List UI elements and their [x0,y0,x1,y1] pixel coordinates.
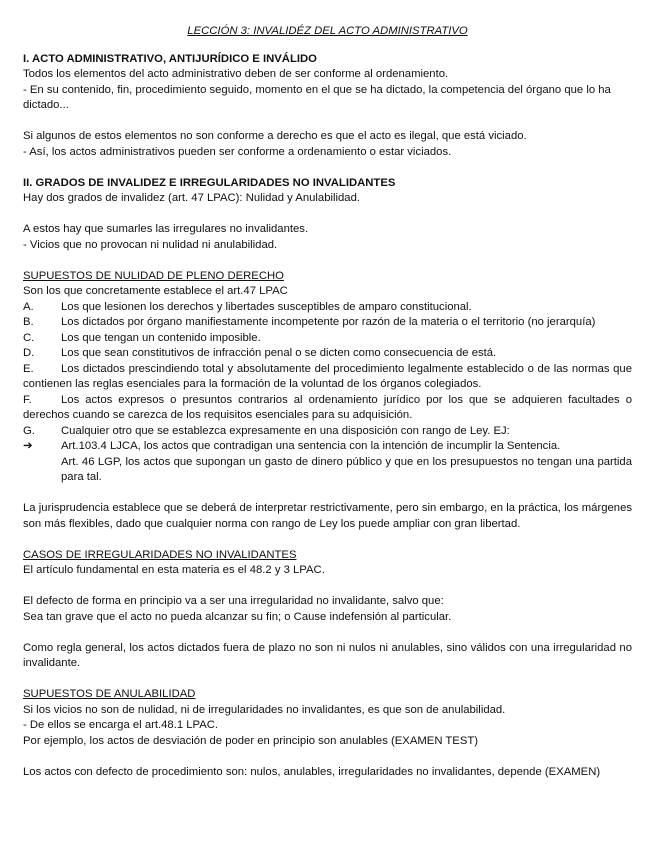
document-page [23,24,632,780]
irregularidades-paragraph: El artículo fundamental en esta materia es el 48.2 y 3 LPAC. [23,564,325,576]
anulabilidad-heading: SUPUESTOS DE ANULABILIDAD [23,688,196,700]
nulidad-intro: Son los que concretamente establece el art.47 LPAC [23,285,288,297]
jurisprudencia-paragraph: La jurisprudencia establece que se deberá de interpretar restrictivamente, pero sin embargo, en la práctica, los márgenes son más flexibles, dado que cualquier norma con rango de Ley los puede ampliar con gran libertad. [23,502,632,530]
anulabilidad-paragraph: Los actos con defecto de procedimiento son: nulos, anulables, irregularidades no invalidantes, depende (EXAMEN) [23,765,601,778]
list-item: E. Los dictados prescindiendo total y absolutamente del procedimiento legalmente establecido o de las normas que contienen las reglas esenciales para la formación de la voluntad de los órganos colegiados. [23,362,632,390]
section-2-paragraph: Hay dos grados de invalidez (art. 47 LPAC): Nulidad y Anulabilidad. [23,192,361,204]
irregularidades-heading: CASOS DE IRREGULARIDADES NO INVALIDANTES [23,548,297,561]
list-item: B. Los dictados por órgano manifiestamente incompetente por razón de la materia o el territorio (no jerarquía) [23,316,596,328]
example-item: Art. 46 LGP, los actos que supongan un gasto de dinero público y que en los presupuestos no tengan una partida para tal. [61,455,632,483]
anulabilidad-paragraph: - De ellos se encarga el art.48.1 LPAC. [23,719,219,731]
nulidad-heading: SUPUESTOS DE NULIDAD DE PLENO DERECHO [23,269,284,282]
arrow-icon: ➔ [23,440,33,452]
section-1-paragraph: Si algunos de estos elementos no son conforme a derecho es que el acto es ilegal, que está viciado. [23,130,527,142]
list-item: G. Cualquier otro que se establezca expresamente en una disposición con rango de Ley. EJ: [23,424,510,437]
document-title: LECCIÓN 3: INVALIDÉZ DEL ACTO ADMINISTRATIVO [187,25,468,37]
anulabilidad-paragraph: Si los vicios no son de nulidad, ni de irregularidades no invalidantes, es que son de anulabilidad. [23,703,506,716]
section-1-paragraph: Todos los elementos del acto administrativo deben de ser conforme al ordenamiento. [23,68,449,80]
irregularidades-paragraph: Sea tan grave que el acto no pueda alcanzar su fin; o Cause indefensión al particular. [23,610,452,623]
anulabilidad-paragraph: Por ejemplo, los actos de desviación de poder en principio son anulables (EXAMEN TEST) [23,734,479,747]
section-2-paragraph: A estos hay que sumarles las irregulares no invalidantes. [23,223,309,235]
section-1-heading: I. ACTO ADMINISTRATIVO, ANTIJURÍDICO E INVÁLIDO [23,52,317,65]
list-item: F. Los actos expresos o presuntos contrarios al ordenamiento jurídico por los que se adquieren facultades o derechos cuando se carezca de los requisitos esenciales para su adquisición. [23,393,632,421]
list-item: D. Los que sean constitutivos de infracción penal o se dicten como consecuencia de está. [23,347,497,359]
section-1-paragraph: - En su contenido, fin, procedimiento seguido, momento en el que se ha dictado, la competencia del órgano que lo ha dictado... [23,83,611,111]
irregularidades-paragraph: Como regla general, los actos dictados fuera de plazo no son ni nulos ni anulables, sino válidos con una irregularidad no invalidante. [23,641,632,669]
section-2-heading: II. GRADOS DE INVALIDEZ E IRREGULARIDADES NO INVALIDANTES [23,176,396,189]
list-item: C. Los que tengan un contenido imposible. [23,331,261,344]
section-2-paragraph: - Vicios que no provocan ni nulidad ni anulabilidad. [23,238,278,251]
irregularidades-paragraph: El defecto de forma en principio va a ser una irregularidad no invalidante, salvo que: [23,595,444,607]
example-item: ➔ Art.103.4 LJCA, los actos que contradigan una sentencia con la intención de incumplir la Sentencia. [23,439,632,455]
section-1-paragraph: - Así, los actos administrativos pueden ser conforme a ordenamiento o estar viciados. [23,145,452,158]
list-item: A. Los que lesionen los derechos y libertades susceptibles de amparo constitucional. [23,300,472,313]
